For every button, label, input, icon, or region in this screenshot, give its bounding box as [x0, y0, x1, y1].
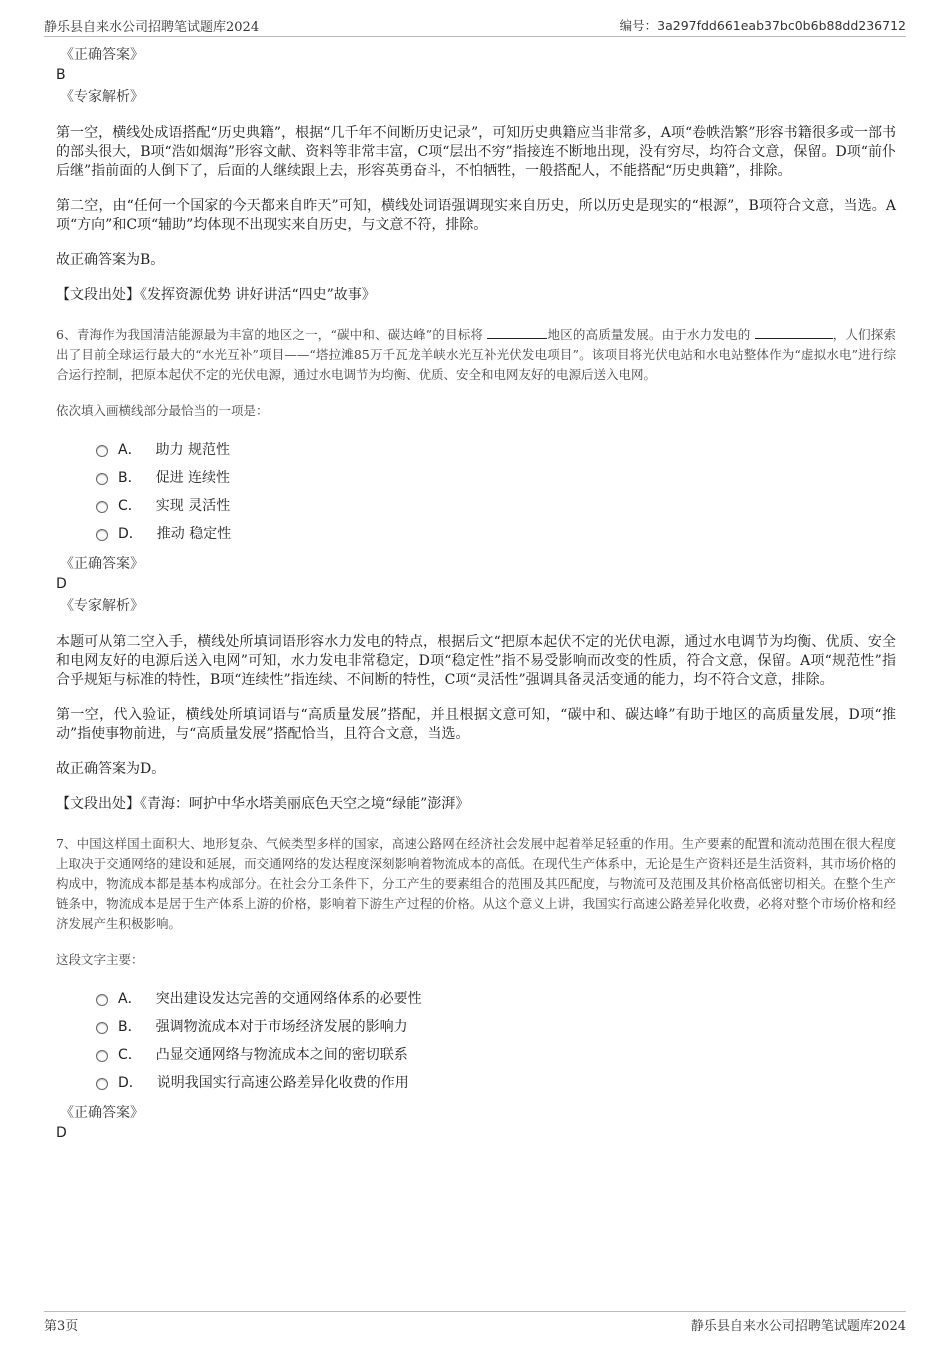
q7-prompt: 这段文字主要：	[56, 952, 144, 967]
q6-blank-1	[487, 326, 547, 339]
q6-prompt: 依次填入画横线部分最恰当的一项是：	[56, 403, 269, 418]
radio-icon[interactable]	[96, 1078, 108, 1090]
footer-title: 静乐县自来水公司招聘笔试题库2024	[690, 1319, 906, 1334]
radio-icon[interactable]	[96, 1022, 108, 1034]
q5-conclusion: 故正确答案为B。	[56, 252, 165, 268]
q6-source: 【文段出处】《青海：呵护中华水塔美丽底色天空之境“绿能”澎湃》	[56, 796, 470, 812]
radio-icon[interactable]	[96, 501, 108, 513]
radio-icon[interactable]	[96, 445, 108, 457]
q6-answer: D	[56, 576, 67, 592]
q6-options	[96, 435, 896, 547]
page-number: 第3页	[44, 1319, 79, 1334]
q7-option-c[interactable]: C． 凸显交通网络与物流成本之间的密切联系	[96, 1040, 896, 1068]
q6-option-a[interactable]: A． 助力 规范性	[96, 435, 896, 463]
page-content	[56, 46, 896, 1146]
expert-analysis-label: 《专家解析》	[60, 89, 144, 105]
q5-answer: B	[56, 67, 66, 83]
q7-answer: D	[56, 1125, 67, 1141]
correct-answer-label: 《正确答案》	[60, 556, 144, 572]
q7-option-d[interactable]: D． 说明我国实行高速公路差异化收费的作用	[96, 1068, 896, 1096]
radio-icon[interactable]	[96, 994, 108, 1006]
correct-answer-label: 《正确答案》	[60, 47, 144, 63]
q6-text-c: ，人们探索出了目前全球运行最大的“水光互补”项目——“塔拉滩85万千瓦龙羊峡水光互补光伏发电项目”。该项目将光伏电站和水电站整体作为“虚拟水电”进行综合运行控制，把原本起伏不定的光伏电源，通过水电调节为均衡、优质、安全和电网友好的电源后送入电网。	[56, 327, 896, 382]
q7-option-a[interactable]: A． 突出建设发达完善的交通网络体系的必要性	[96, 984, 896, 1012]
correct-answer-label: 《正确答案》	[60, 1105, 144, 1121]
radio-icon[interactable]	[96, 1050, 108, 1062]
q6-text-a: 6、青海作为我国清洁能源最为丰富的地区之一，“碳中和、碳达峰”的目标将	[56, 327, 484, 342]
q6-blank-2	[755, 326, 833, 339]
q6-option-b[interactable]: B． 促进 连续性	[96, 463, 896, 491]
radio-icon[interactable]	[96, 473, 108, 485]
header-title: 静乐县自来水公司招聘笔试题库2024	[44, 20, 260, 35]
page-header	[44, 16, 906, 37]
q5-explanation-2: 第二空，由“任何一个国家的今天都来自昨天”可知，横线处词语强调现实来自历史，所以历史是现实的“根源”，B项符合文意，当选。A项“方向”和C项“辅助”均体现不出现实来自历史，与文意不符，排除。	[56, 198, 896, 233]
q7-options	[96, 984, 896, 1096]
q6-option-c[interactable]: C． 实现 灵活性	[96, 491, 896, 519]
page-footer	[44, 1311, 906, 1334]
q7-option-b[interactable]: B． 强调物流成本对于市场经济发展的影响力	[96, 1012, 896, 1040]
q6-question	[56, 325, 896, 385]
q6-explanation-2: 第一空，代入验证，横线处所填词语与“高质量发展”搭配，并且根据文意可知，“碳中和、碳达峰”有助于地区的高质量发展，D项“推动”指使事物前进，与“高质量发展”搭配恰当，且符合文意，当选。	[56, 707, 896, 742]
q6-text-b: 地区的高质量发展。由于水力发电的	[547, 327, 751, 342]
q5-explanation-1: 第一空，横线处成语搭配“历史典籍”，根据“几千年不间断历史记录”，可知历史典籍应当非常多，A项“卷帙浩繁”形容书籍很多或一部书的部头很大，B项“浩如烟海”形容文献、资料等非常丰富，C项“层出不穷”指接连不断地出现，没有穷尽，均符合文意，保留。D项“前仆后继”指前面的人倒下了，后面的人继续跟上去，形容英勇奋斗，不怕牺牲，一般搭配人，不能搭配“历史典籍”，排除。	[56, 125, 896, 179]
q6-explanation-1: 本题可从第二空入手，横线处所填词语形容水力发电的特点，根据后文“把原本起伏不定的光伏电源，通过水电调节为均衡、优质、安全和电网友好的电源后送入电网”可知，水力发电非常稳定，D项“稳定性”指不易受影响而改变的性质，符合文意，保留。A项“规范性”指合乎规矩与标准的特性，B项“连续性”指连续、不间断的特性，C项“灵活性”强调具备灵活变通的能力，均不符合文意，排除。	[56, 634, 896, 688]
q5-source: 【文段出处】《发挥资源优势 讲好讲活“四史”故事》	[56, 287, 376, 303]
q6-conclusion: 故正确答案为D。	[56, 761, 166, 777]
header-serial: 编号：3a297fdd661eab37bc0b6b88dd236712	[619, 18, 906, 33]
q7-question: 7、中国这样国土面积大、地形复杂、气候类型多样的国家，高速公路网在经济社会发展中起着举足轻重的作用。生产要素的配置和流动范围在很大程度上取决于交通网络的建设和延展，而交通网络的发达程度深刻影响着物流成本的高低。在现代生产体系中，无论是生产资料还是生活资料，其市场价格的构成中，物流成本都是基本构成部分。在社会分工条件下，分工产生的要素组合的范围及其匹配度，与物流可及范围及其价格高低密切相关。在整个生产链条中，物流成本是居于生产体系上游的价格，影响着下游生产过程的价格。从这个意义上讲，我国实行高速公路差异化收费，必将对整个市场价格和经济发展产生积极影响。	[56, 836, 896, 931]
q6-option-d[interactable]: D． 推动 稳定性	[96, 519, 896, 547]
radio-icon[interactable]	[96, 529, 108, 541]
expert-analysis-label: 《专家解析》	[60, 598, 144, 614]
